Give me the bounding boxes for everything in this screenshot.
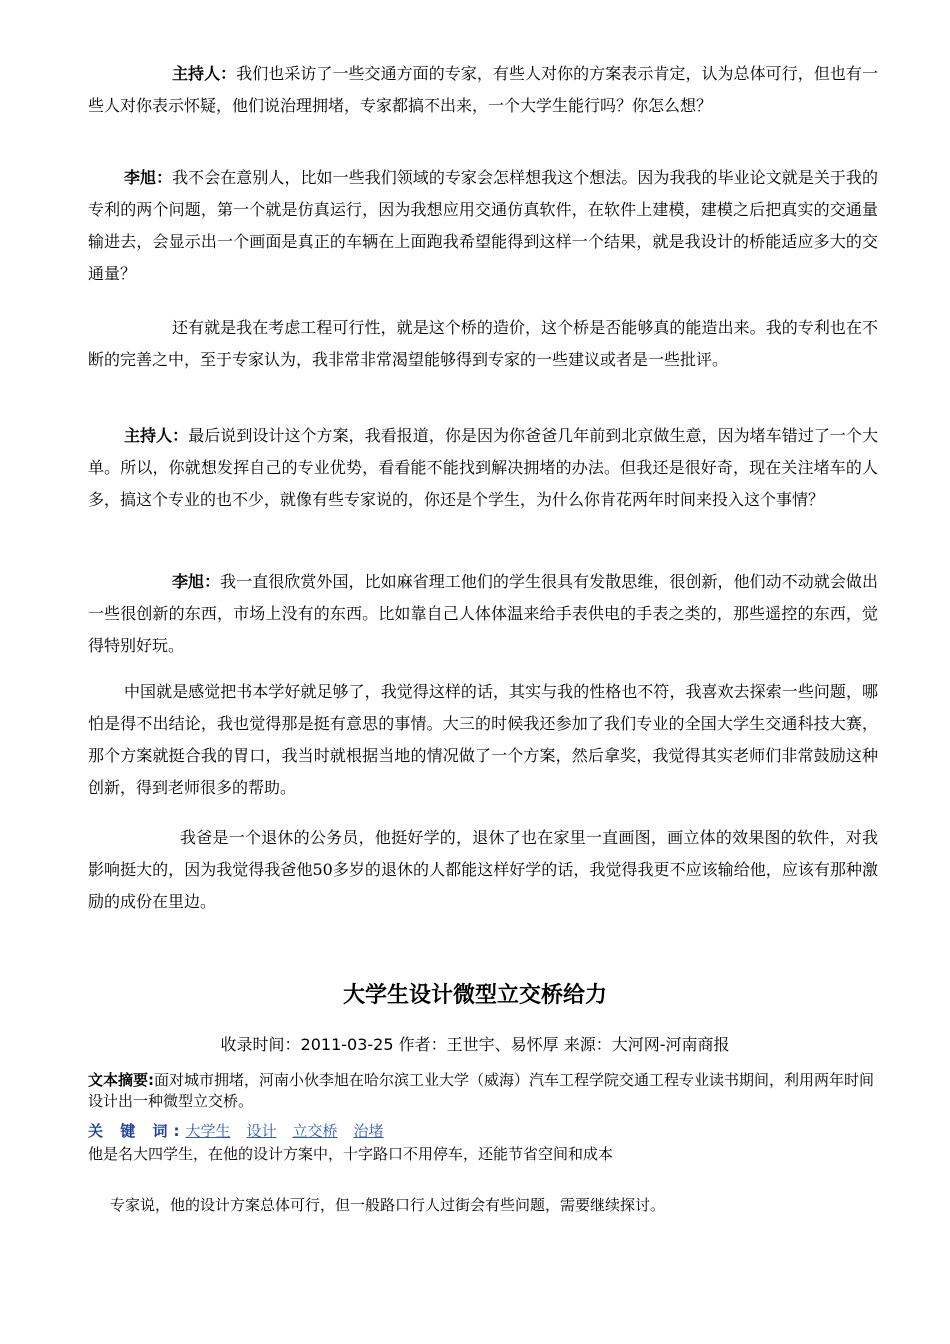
article-abstract <box>88 1070 883 1112</box>
keyword-link[interactable]: 设计 <box>246 1122 277 1140</box>
speaker-name: 李旭 <box>124 168 157 187</box>
interview-paragraph <box>88 676 878 804</box>
paragraph-text: 中国就是感觉把书本学好就足够了，我觉得这样的话，其实与我的性格也不符，我喜欢去探索一些问题，哪怕是得不出结论，我也觉得那是挺有意思的事情。大三的时候我还参加了我们专业的全国大学生交通科技大赛，那个方案就挺合我的胃口，我当时就根据当地的情况做了一个方案，然后拿奖，我觉得其实老师们非常鼓励这种创新，得到老师很多的帮助。 <box>88 682 878 797</box>
speaker-name: 李旭 <box>172 572 205 591</box>
interview-paragraph <box>88 822 878 918</box>
abstract-label: 文本摘要: <box>88 1071 154 1089</box>
paragraph-text: 还有就是我在考虑工程可行性，就是这个桥的造价，这个桥是否能够真的能造出来。我的专利也在不断的完善之中，至于专家认为，我非常非常渴望能够得到专家的一些建议或者是一些批评。 <box>88 318 878 369</box>
abstract-text: 面对城市拥堵，河南小伙李旭在哈尔滨工业大学（威海）汽车工程学院交通工程专业读书期间，利用两年时间设计出一种微型立交桥。 <box>88 1071 875 1110</box>
paragraph-text: 最后说到设计这个方案，我看报道，你是因为你爸爸几年前到北京做生意，因为堵车错过了一个大单。所以，你就想发挥自己的专业优势，看看能不能找到解决拥堵的办法。但我还是很好奇，现在关注堵车的人多，搞这个专业的也不少，就像有些专家说的，你还是个学生，为什么你肯花两年时间来投入这个事情？ <box>88 426 878 509</box>
keywords-row <box>88 1120 400 1142</box>
paragraph-text: 我不会在意别人，比如一些我们领域的专家会怎样想我这个想法。因为我我的毕业论文就是关于我的专利的两个问题，第一个就是仿真运行，因为我想应用交通仿真软件，在软件上建模，建模之后把真实的交通量输进去，会显示出一个画面是真正的车辆在上面跑我希望能得到这样一个结果，就是我设计的桥能适应多大的交通量？ <box>88 168 878 283</box>
speaker-name: 主持人 <box>124 426 173 445</box>
paragraph-text: 我们也采访了一些交通方面的专家，有些人对你的方案表示肯定，认为总体可行，但也有一些人对你表示怀疑，他们说治理拥堵，专家都搞不出来，一个大学生能行吗？你怎么想？ <box>88 64 878 115</box>
interview-paragraph: 主持人：我们也采访了一些交通方面的专家，有些人对你的方案表示肯定，认为总体可行，但也有一些人对你表示怀疑，他们说治理拥堵，专家都搞不出来，一个大学生能行吗？你怎么想？ <box>88 64 878 115</box>
article-meta: 收录时间：2011-03-25 作者：王世宇、易怀厚 来源：大河网-河南商报 <box>220 1035 730 1054</box>
paragraph-text: 我爸是一个退休的公务员，他挺好学的，退休了也在家里一直画图，画立体的效果图的软件，对我影响挺大的，因为我觉得我爸他50多岁的退休的人都能这样好学的话，我觉得我更不应该输给他，应该有那种激励的成份在里边。 <box>88 828 878 911</box>
paragraph-text: 我一直很欣赏外国，比如麻省理工他们的学生很具有发散思维，很创新，他们动不动就会做出一些很创新的东西，市场上没有的东西。比如靠自己人体体温来给手表供电的手表之类的，那些遥控的东西，觉得特别好玩。 <box>88 572 878 655</box>
keywords-label: 关 键 词: <box>88 1122 186 1140</box>
speaker-name: 主持人 <box>172 64 221 83</box>
interview-paragraph: 李旭：我一直很欣赏外国，比如麻省理工他们的学生很具有发散思维，很创新，他们动不动就会做出一些很创新的东西，市场上没有的东西。比如靠自己人体体温来给手表供电的手表之类的，那些遥控的东西，觉得特别好玩。 <box>88 572 878 655</box>
article-subheading: 他是名大四学生，在他的设计方案中，十字路口不用停车，还能节省空间和成本 <box>88 1145 614 1163</box>
interview-paragraph: 主持人：最后说到设计这个方案，我看报道，你是因为你爸爸几年前到北京做生意，因为堵车错过了一个大单。所以，你就想发挥自己的专业优势，看看能不能找到解决拥堵的办法。但我还是很好奇，现在关注堵车的人多，搞这个专业的也不少，就像有些专家说的，你还是个学生，为什么你肯花两年时间来投入这个事情？ <box>88 426 878 509</box>
interview-paragraph: 李旭：我不会在意别人，比如一些我们领域的专家会怎样想我这个想法。因为我我的毕业论文就是关于我的专利的两个问题，第一个就是仿真运行，因为我想应用交通仿真软件，在软件上建模，建模之后把真实的交通量输进去，会显示出一个画面是真正的车辆在上面跑我希望能得到这样一个结果，就是我设计的桥能适应多大的交通量？ <box>88 168 878 283</box>
keyword-link[interactable]: 立交桥 <box>292 1122 338 1140</box>
keyword-link[interactable]: 大学生 <box>185 1122 231 1140</box>
keyword-link[interactable]: 治堵 <box>353 1122 384 1140</box>
interview-paragraph <box>88 312 878 376</box>
article-title: 大学生设计微型立交桥给力 <box>342 983 607 1008</box>
expert-comment: 专家说，他的设计方案总体可行，但一般路口行人过街会有些问题，需要继续探讨。 <box>110 1196 666 1214</box>
